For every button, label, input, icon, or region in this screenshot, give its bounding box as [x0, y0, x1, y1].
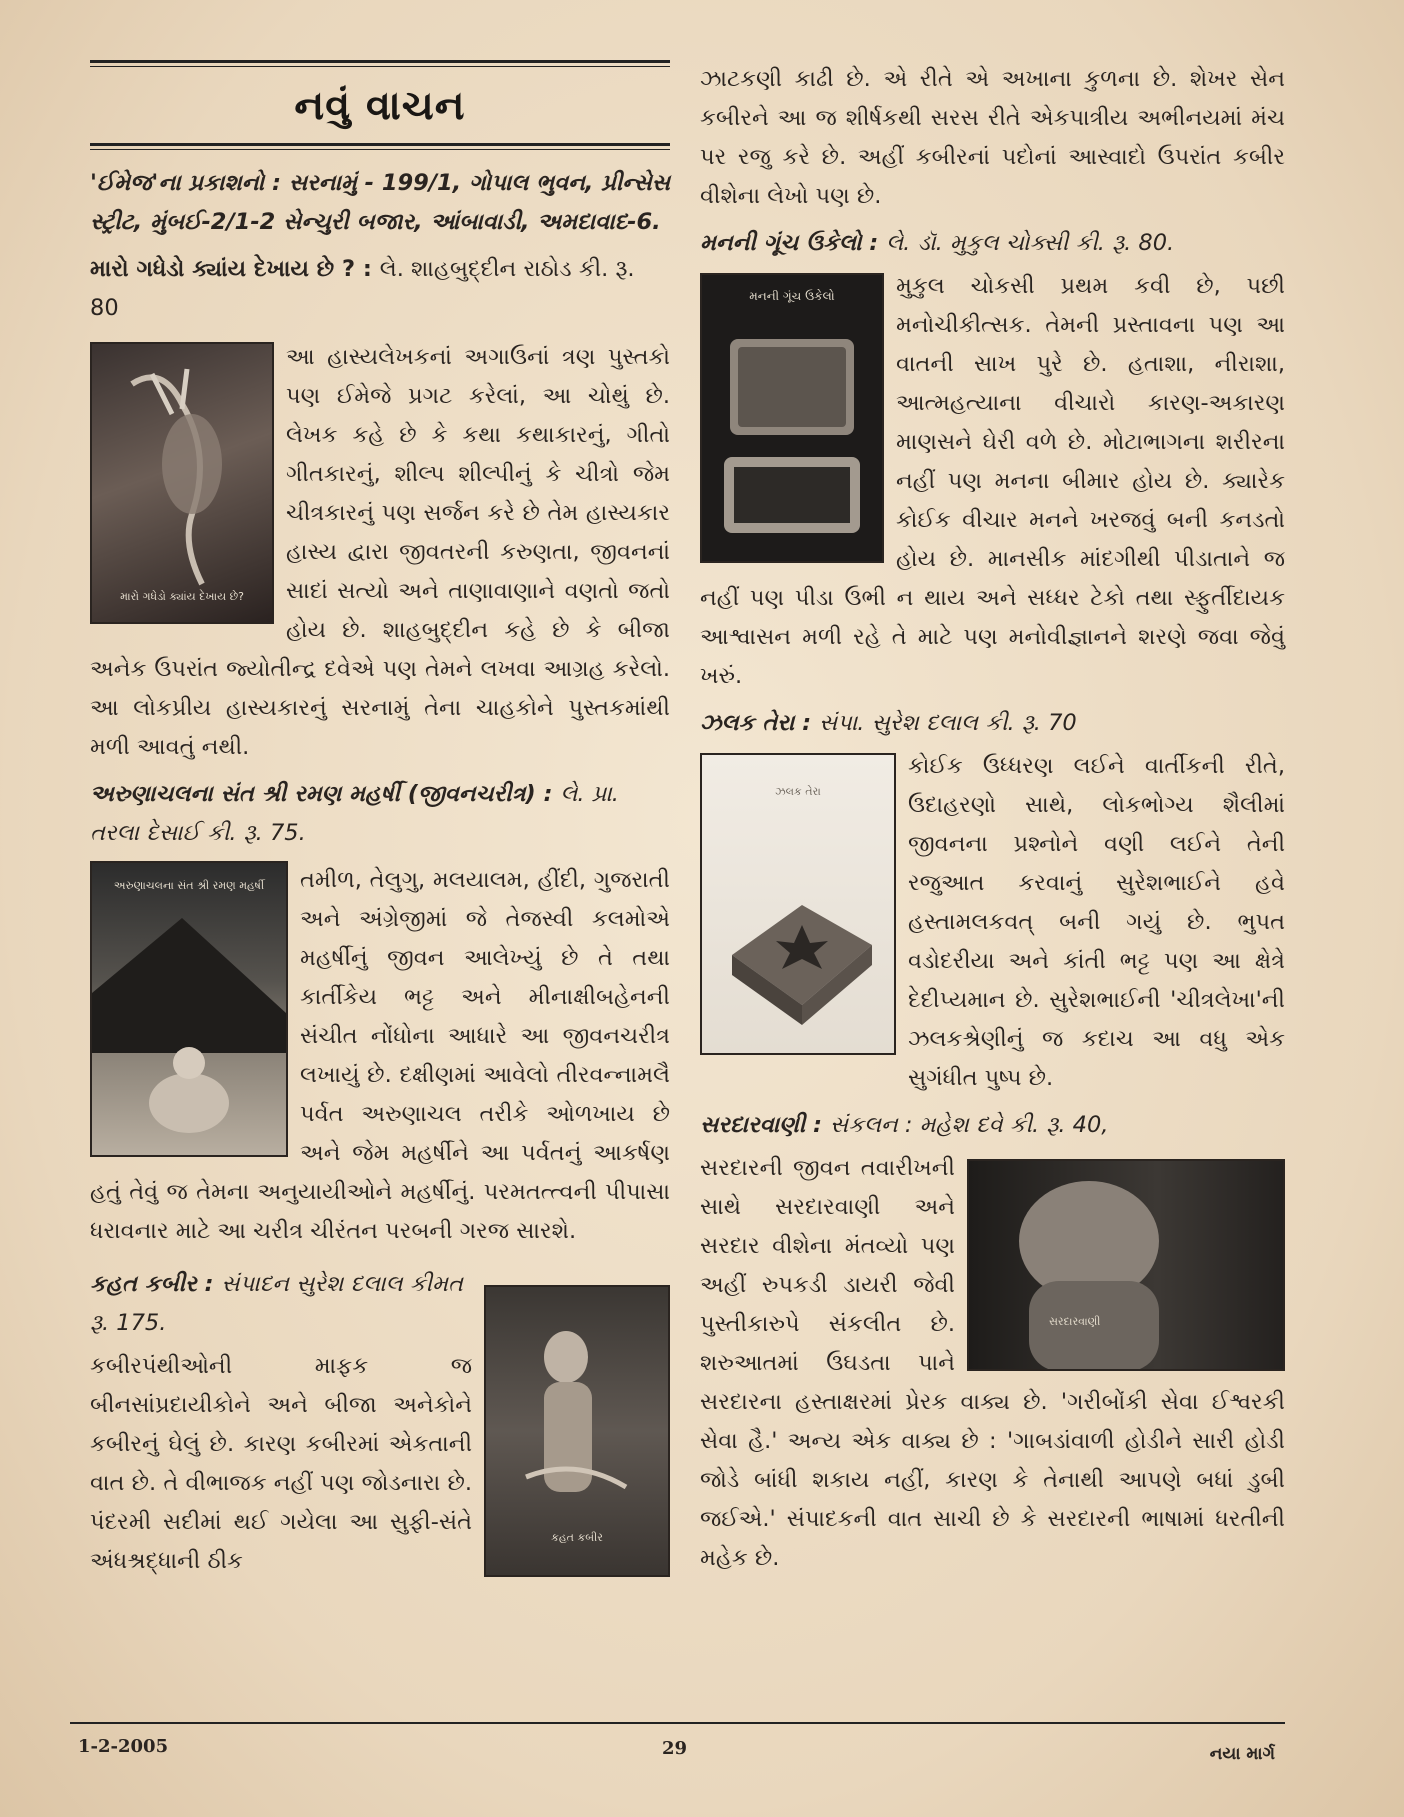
right-column: [700, 60, 1285, 1578]
book1-cover: [90, 342, 274, 624]
mountain-illustration: [92, 863, 286, 1155]
book4-heading: [700, 224, 1285, 263]
book3-title: કહત કબીર :: [90, 1271, 214, 1297]
book6-cover: [967, 1159, 1285, 1371]
masthead-rule-bottom: [90, 143, 670, 146]
left-column: [90, 60, 670, 1583]
book3-cover-text: કહત કબીર: [551, 1531, 603, 1544]
book5-review: કોઈક ઉધ્ધરણ લઈને વાર્તીકની રીતે, ઉદાહરણો સાથે, લોકભોગ્ય શૈલીમાં જીવનના પ્રશ્નોને વણી લઈને તેની રજુઆત કરવાનું સુરેશભાઈને હવે હસ્તામલકવત્ બની ગયું છે. ભુપત વડોદરીયા અને કાંતી ભટ્ટ પણ આ ક્ષેત્રે દેદીપ્યમાન છે. સુરેશભાઈની 'ચીત્રલેખા'ની ઝલકશ્રેણીનું જ કદાચ આ વધુ એક સુગંધીત પુષ્પ છે.: [908, 753, 1285, 1091]
book1-meta: લે. શાહબુદ્દીન રાઠોડ કી. રૂ. 80: [90, 256, 635, 321]
book2-heading: [90, 775, 670, 853]
book3-review: કબીરપંથીઓની માફક જ બીનસાંપ્રદાયીકોને અને બીજા અનેકોને કબીરનું ઘેલું છે. કારણ કબીરમાં એકતાની વાત છે. તે વીભાજક નહીં પણ જોડનારા છે. પંદરમી સદીમાં થઈ ગયેલા આ સુફી-સંતે અંધશ્રદ્ધાની ઠીક: [90, 1353, 472, 1574]
publisher-address: 'ઈમેજ'ના પ્રકાશનો : સરનામું - 199/1, ગોપાલ ભુવન, પ્રીન્સેસ સ્ટ્રીટ, મુંબઈ-2/1-2 સેન્ચુરી બજાર, આંબાવાડી, અમદાવાદ-6.: [90, 170, 670, 235]
magazine-name: નયા માર્ગ: [1209, 1744, 1275, 1764]
book1-cover-text: મારો ગધેડો ક્યાંય દેખાય છે?: [120, 590, 244, 603]
masthead-rule-bottom-thin: [90, 149, 670, 150]
book4-review: મુકુલ ચોકસી પ્રથમ કવી છે, પછી મનોચીકીત્સક. તેમની પ્રસ્તાવના પણ આ વાતની સાખ પુરે છે. હતાશા, નીરાશા, આત્મહત્યાના વીચારો કારણ-અકારણ માણસને ઘેરી વળે છે. મોટાભાગના શરીરના નહીં પણ મનના બીમાર હોય છે. ક્યારેક કોઈક વીચાર મનને ખરજવું બની કનડતો હોય છે. માનસીક માંદગીથી પીડાતાને જ નહીં પણ પીડા ઉભી ન થાય અને સધ્ધર ટેકો તથા સ્ફુર્તીદાયક આશ્વાસન મળી રહે તે માટે પણ મનોવીજ્ઞાનને શરણે જવા જેવું ખરું.: [700, 273, 1285, 689]
book4-title: મનની ગૂંચ ઉકેલો :: [700, 230, 879, 256]
book6-title: સરદારવાણી :: [700, 1112, 822, 1138]
masthead-rule-top: [90, 60, 670, 63]
book4-cover-text: મનની ગૂંચ ઉકેલો: [749, 289, 835, 303]
book1-review: આ હાસ્યલેખકનાં અગાઉનાં ત્રણ પુસ્તકો પણ ઈમેજે પ્રગટ કરેલાં, આ ચોથું છે. લેખક કહે છે કે કથા કથાકારનું, ગીતો ગીતકારનું, શીલ્પ શીલ્પીનું કે ચીત્રો જેમ ચીત્રકારનું પણ સર્જન કરે છે તેમ હાસ્યકાર હાસ્ય દ્વારા જીવતરની કરુણતા, જીવનનાં સાદાં સત્યો અને તાણાવાણાને વણતો જતો હોય છે. શાહબુદ્દીન કહે છે કે બીજા અનેક ઉપરાંત જ્યોતીન્દ્ર દવેએ પણ તેમને લખવા આગ્રહ કરેલો. આ લોકપ્રીય હાસ્યકારનું સરનામું તેના ચાહકોને પુસ્તકમાંથી મળી આવતું નથી.: [90, 344, 670, 760]
book6-heading: [700, 1106, 1285, 1145]
portrait-illustration: [969, 1161, 1283, 1369]
book6-meta: સંકલન : મહેશ દવે કી. રૂ. 40,: [829, 1112, 1109, 1138]
book3-review-continued: ઝાટકણી કાઢી છે. એ રીતે એ અખાના કુળના છે. શેખર સેન કબીરને આ જ શીર્ષકથી સરસ રીતે એકપાત્રીય અભીનયમાં મંચ પર રજુ કરે છે. અહીં કબીરનાં પદોનાં આસ્વાદો ઉપરાંત કબીર વીશેના લેખો પણ છે.: [700, 66, 1285, 209]
book4-meta: લે. ડૉ. મુકુલ ચોક્સી કી. રૂ. 80.: [886, 230, 1175, 256]
book3-meta: સંપાદન સુરેશ દલાલ કીમત રૂ. 175.: [90, 1271, 463, 1336]
book6-review: સરદારની જીવન તવારીખની સાથે સરદારવાણી અને સરદાર વીશેના મંતવ્યો પણ અહીં રુપકડી ડાયરી જેવી પુસ્તીકારુપે સંકલીત છે. શરુઆતમાં ઉઘડતા પાને સરદારના હસ્તાક્ષરમાં પ્રેરક વાક્ય છે. 'ગરીબોંકી સેવા ઈશ્વરકી સેવા હૈ.' અન્ય એક વાક્ય છે : 'ગાબડાંવાળી હોડીને સારી હોડી જોડે બાંધી શકાય નહીં, કારણ કે તેનાથી આપણે બધાં ડુબી જઈએ.' સંપાદકની વાત સાચી છે કે સરદારની ભાષામાં ધરતીની મહેક છે.: [700, 1155, 1285, 1571]
issue-date: 1-2-2005: [78, 1736, 169, 1757]
book4-cover: [700, 273, 884, 563]
book1-title: મારો ગધેડો ક્યાંય દેખાય છે ? :: [90, 256, 372, 282]
section-title: નવું વાચન: [294, 83, 466, 129]
donkey-illustration: [92, 344, 272, 622]
book2-cover-text: અરુણાચલના સંત શ્રી રમણ મહર્ષી: [113, 879, 265, 892]
book6-cover-text: સરદારવાણી: [1049, 1315, 1101, 1328]
book5-title: ઝલક તેરા :: [700, 710, 812, 736]
book2-meta: લે. પ્રા. તરલા દેસાઈ કી. રૂ. 75.: [90, 781, 619, 846]
book2-review: તમીળ, તેલુગુ, મલયાલમ, હીંદી, ગુજરાતી અને અંગ્રેજીમાં જે તેજસ્વી કલમોએ મહર્ષીનું જીવન આલેખ્યું છે તે તથા કાર્તીકેય ભટ્ટ અને મીનાક્ષીબહેનની સંચીત નોંધોના આધારે આ જીવનચરીત્ર લખાયું છે. દક્ષીણમાં આવેલો તીરવન્નામલૈ પર્વત અરુણાચલ તરીકે ઓળખાય છે અને જેમ મહર્ષીને આ પર્વતનું આકર્ષણ હતું તેવું જ તેમના અનુયાયીઓને મહર્ષીનું. પરમતત્ત્વની પીપાસા ધરાવનાર માટે આ ચરીત્ર ચીરંતન પરબની ગરજ સારશે.: [90, 867, 670, 1244]
book3-cover: [484, 1285, 670, 1577]
book2-cover: [90, 861, 288, 1157]
gift-box-illustration: [702, 755, 894, 1053]
book5-heading: [700, 704, 1285, 743]
page-number: 29: [662, 1738, 688, 1759]
page-footer: [70, 1722, 1285, 1764]
book5-cover-text: ઝલક તેરા: [775, 785, 821, 798]
book3-heading: [90, 1265, 480, 1343]
book5-meta: સંપા. સુરેશ દલાલ કી. રૂ. 70: [818, 710, 1077, 736]
book1-heading: [90, 250, 670, 328]
book2-title: અરુણાચલના સંત શ્રી રમણ મહર્ષી (જીવનચરીત્ર) :: [90, 781, 553, 807]
tangle-illustration: [702, 275, 882, 561]
book5-cover: [700, 753, 896, 1055]
